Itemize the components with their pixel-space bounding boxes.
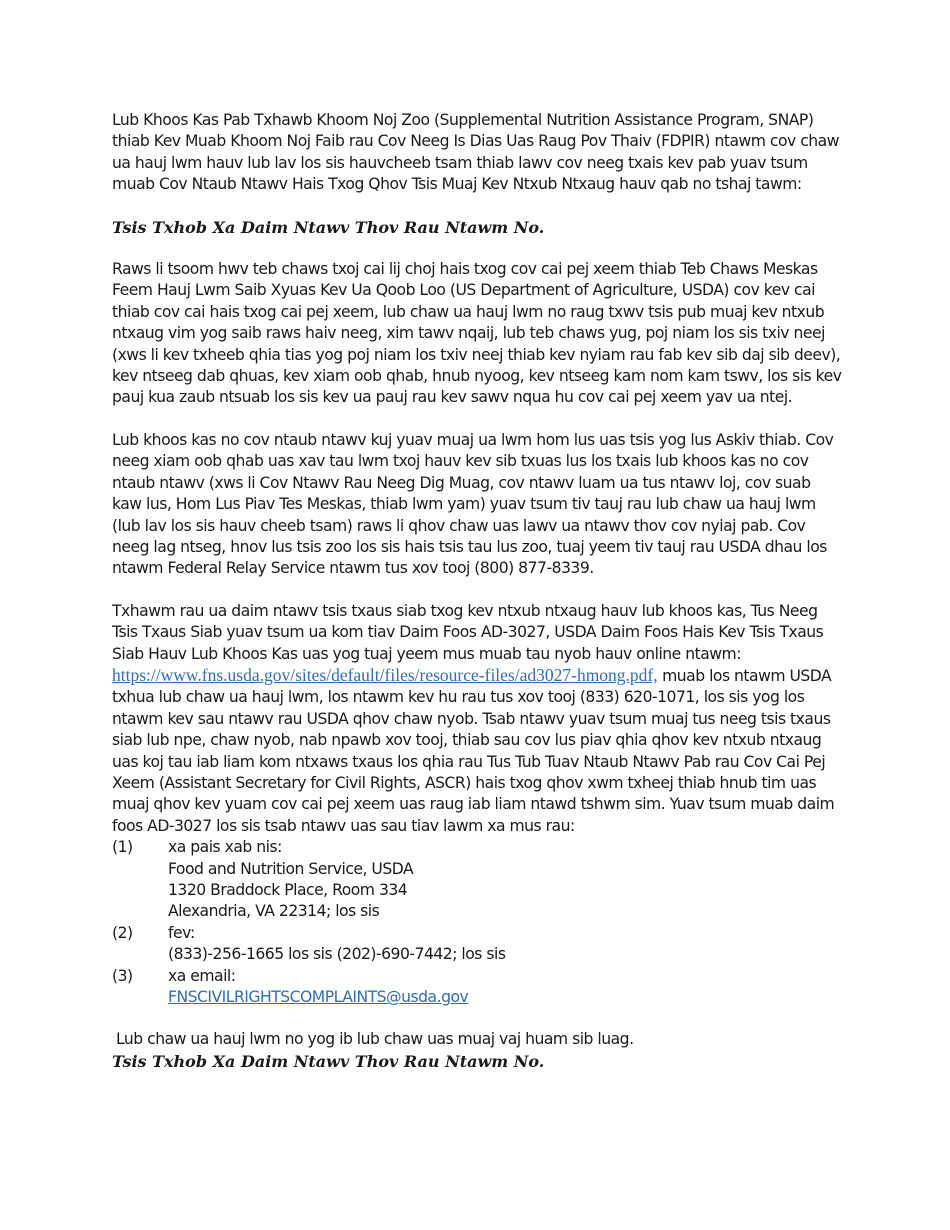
list-item-email [112, 966, 842, 1009]
list-item-mail [112, 837, 842, 923]
list-line: xa email: [168, 966, 236, 985]
list-item-body [168, 966, 842, 1009]
heading-do-not-send-bottom: Tsis Txhob Xa Daim Ntawv Thov Rau Ntawm No. [112, 1051, 545, 1071]
list-line: Food and Nutrition Service, USDA [168, 859, 414, 878]
complaint-paragraph [112, 601, 842, 837]
list-line: 1320 Braddock Place, Room 334 [168, 881, 408, 899]
submission-methods-list [112, 837, 842, 1008]
list-number: (3) [112, 966, 133, 985]
list-line: fev: [168, 923, 195, 942]
list-number: (2) [112, 923, 133, 942]
complaint-text-after-link: muab los ntawm USDA txhua lub chaw ua hauj lwm, los ntawm kev hu rau tus xov tooj (833) 620-1071, los sis yog los ntawm kev sau ntawv rau USDA qhov chaw nyob. Tsab ntawv yuav tsum muaj tus neeg tsis txaus siab lub npe, chaw nyob, nab npawb xov tooj, thiab sau cov lus piav qhia qhov kev ntxub ntxaug uas koj tau iab liam kom ntxaws txaus los qhia rau Tus Tub Tuav Ntaub Ntawv Pab rau Cov Cai Pej Xeem (Assistant Secretary for Civil Rights, ASCR) hais txog qhov xwm txheej thiab hnub tim uas muaj qhov kev yuam cov cai pej xeem uas raug iab liam ntawd tshwm sim. Yuav tsum muab daim foos AD-3027 los sis tsab ntawv uas sau tiav lawm xa mus rau: [112, 666, 835, 835]
civil-rights-paragraph: Raws li tsoom hwv teb chaws txoj cai lij choj hais txog cov cai pej xeem thiab Teb Chaws Meskas Feem Hauj Lwm Saib Xyuas Kev Ua Qoob Loo (US Department of Agriculture, USDA) cov kev cai thiab cov cai hais txog cai pej xeem, lub chaw ua hauj lwm no raug txwv tsis pub muaj kev ntxub ntxaug vim yog saib raws haiv neeg, xim tawv nqaij, lub teb chaws yug, poj niam los sis txiv neej (xws li kev txheeb qhia tias yog poj niam los txiv neej thiab kev nyiam rau fab kev sib daj sib deev), kev ntseeg dab qhuas, kev xiam oob qhab, hnub nyoog, kev ntseeg kam nom kam tswv, los sis kev pauj kua zaub ntsuab los sis kev ua pauj rau kev sawv nqua hu cov cai pej xeem yav ua ntej. [112, 260, 842, 407]
list-line: Alexandria, VA 22314; los sis [168, 902, 380, 921]
email-link[interactable]: FNSCIVILRIGHTSCOMPLAINTS@usda.gov [168, 988, 469, 1007]
list-item-fax [112, 923, 842, 966]
alternate-formats-paragraph: Lub khoos kas no cov ntaub ntawv kuj yuav muaj ua lwm hom lus uas tsis yog lus Askiv thiab. Cov neeg xiam oob qhab uas xav tau lwm txoj hauv kev sib txuas lus los txais lub khoos kas no cov ntaub ntawv (xws li Cov Ntawv Rau Neeg Dig Muag, cov ntawv luam ua tus ntawv loj, cov suab kaw lus, Hom Lus Piav Tes Meskas, thiab lwm yam) yuav tsum tiv tauj rau lub chaw ua hauj lwm (lub lav los sis hauv cheeb tsam) raws li qhov chaw uas lawv ua ntawv thov cov nyiaj pab. Cov neeg lag ntseg, hnov lus tsis zoo los sis hais tsis tau lus zoo, tuaj yeem tiv tauj rau USDA dhau los ntawm Federal Relay Service ntawm tus xov tooj (800) 877-8339. [112, 430, 834, 578]
list-item-body [168, 923, 842, 966]
list-line: (833)-256-1665 los sis (202)-690-7442; los sis [168, 945, 506, 964]
document-page [112, 110, 842, 1072]
complaint-form-link[interactable]: https://www.fns.usda.gov/sites/default/files/resource-files/ad3027-hmong.pdf, [112, 664, 658, 685]
list-item-body [168, 837, 842, 923]
list-line: xa pais xab nis: [168, 838, 282, 857]
complaint-text-before-link: Txhawm rau ua daim ntawv tsis txaus siab txog kev ntxub ntxaug hauv lub khoos kas, Tus Neeg Tsis Txaus Siab yuav tsum ua kom tiav Daim Foos AD-3027, USDA Daim Foos Hais Kev Tsis Txaus Siab Hauv Lub Khoos Kas uas yog tuaj yeem mus muab tau nyob hauv online ntawm: [112, 601, 824, 663]
intro-paragraph: Lub Khoos Kas Pab Txhawb Khoom Noj Zoo (Supplemental Nutrition Assistance Program, SNAP) thiab Kev Muab Khoom Noj Faib rau Cov Neeg Is Dias Uas Raug Pov Thaiv (FDPIR) ntawm cov chaw ua hauj lwm hauv lub lav los sis hauvcheeb tsam thiab lawv cov neeg txais kev pab yuav tsum muab Cov Ntaub Ntawv Hais Txog Qhov Tsis Muaj Kev Ntxub Ntxaug hauv qab no tshaj tawm: [112, 111, 839, 194]
list-number: (1) [112, 838, 133, 857]
equal-opportunity-statement: Lub chaw ua hauj lwm no yog ib lub chaw uas muaj vaj huam sib luag. [116, 1030, 634, 1049]
heading-do-not-send: Tsis Txhob Xa Daim Ntawv Thov Rau Ntawm No. [112, 217, 545, 237]
